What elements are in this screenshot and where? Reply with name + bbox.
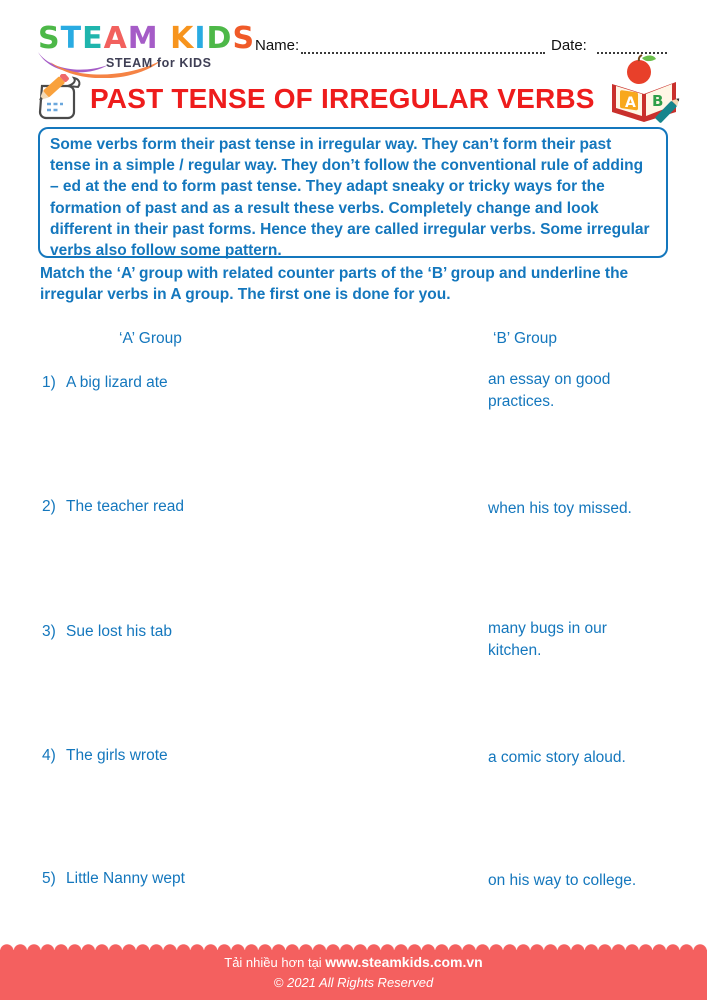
logo-tagline: STEAM for KIDS xyxy=(106,56,212,70)
exercise-instruction: Match the ‘A’ group with related counter parts of the ‘B’ group and underline the irregular verbs in A group. The first one is done for you. xyxy=(40,265,629,303)
group-a-item xyxy=(42,747,168,765)
item-a-text: Sue lost his tab xyxy=(66,623,172,640)
group-a-header: ‘A’ Group xyxy=(119,330,182,347)
group-b-item: on his way to college. xyxy=(488,872,637,889)
footer-download-prefix: Tải nhiều hơn tại xyxy=(224,955,326,970)
name-label: Name: xyxy=(255,37,300,54)
svg-text:A: A xyxy=(625,95,636,111)
date-label: Date: xyxy=(551,37,587,54)
intro-text-box: Some verbs form their past tense in irregular way. They can’t form their past tense in a simple / regular way. They don’t follow the conventional rule of adding – ed at the end to form past tense. They adapt sneaky or tricky ways for the formation of past and as a result these verbs. Completely change and look different in their past forms. Hence they are called irregular verbs. Some irregular verbs also follow some pattern. xyxy=(38,127,668,258)
item-number: 2) xyxy=(42,498,56,515)
footer-website-link[interactable]: www.steamkids.com.vn xyxy=(325,954,483,970)
pencil-note-icon xyxy=(30,74,86,124)
group-a-item xyxy=(42,623,172,641)
item-a-text: Little Nanny wept xyxy=(66,870,185,887)
footer-download-line xyxy=(0,954,707,970)
page-title: PAST TENSE OF IRREGULAR VERBS xyxy=(90,83,595,114)
item-number: 1) xyxy=(42,374,56,391)
group-a-item xyxy=(42,870,185,888)
name-blank-line xyxy=(301,38,545,54)
group-a-item xyxy=(42,498,184,516)
item-number: 3) xyxy=(42,623,56,640)
group-b-item: when his toy missed. xyxy=(488,500,632,517)
book-ab-icon xyxy=(606,54,682,126)
item-a-text: The girls wrote xyxy=(66,747,168,764)
date-blank-line xyxy=(597,38,667,54)
svg-text:B: B xyxy=(652,92,664,110)
steam-kids-logo: STEAM KIDS xyxy=(38,21,256,56)
item-a-text: The teacher read xyxy=(66,498,185,515)
item-number: 4) xyxy=(42,747,56,764)
item-a-text: A big lizard ate xyxy=(66,374,168,391)
footer-copyright: © 2021 All Rights Reserved xyxy=(273,975,434,990)
group-b-item: a comic story aloud. xyxy=(488,749,626,766)
item-number: 5) xyxy=(42,870,56,887)
group-a-item xyxy=(42,374,168,392)
group-b-item: many bugs in our kitchen. xyxy=(488,620,607,659)
group-b-item: an essay on good practices. xyxy=(488,371,611,410)
group-b-header: ‘B’ Group xyxy=(493,330,558,347)
